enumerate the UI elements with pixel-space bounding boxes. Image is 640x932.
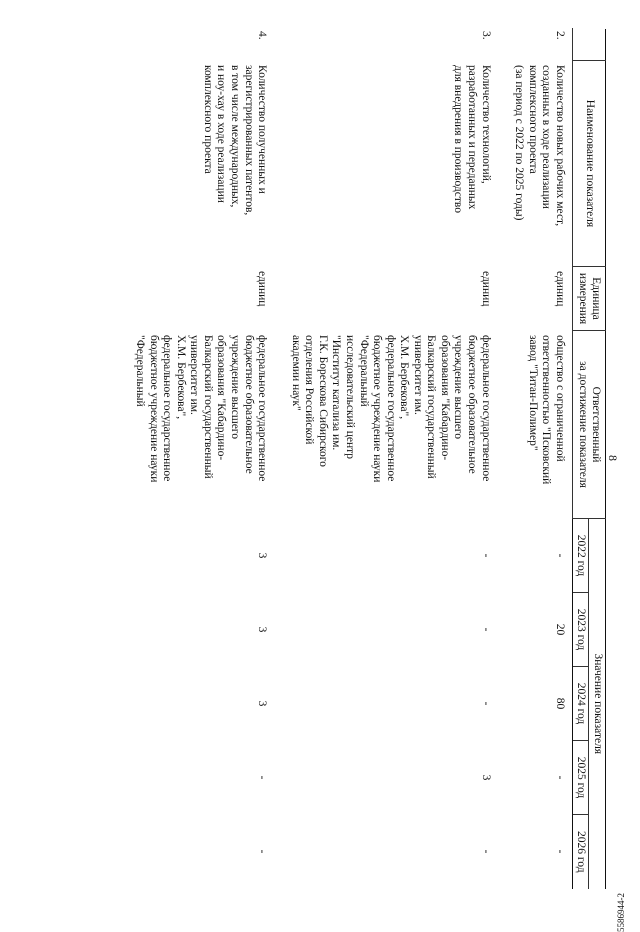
indicator-responsible: федеральное государственное бюджетное образовательное учреждение высшего образования "Кабардино- Балкарский государственный университет им. Х.М. Бербекова", федеральное государственное бюджетное учреждение науки "Федеральный	[134, 335, 269, 483]
document-code: 5586944-2	[616, 893, 626, 932]
indicator-unit: единиц	[479, 271, 492, 307]
value-2024: 80	[553, 697, 566, 710]
header-year-2022: 2022 год	[572, 519, 589, 593]
row-number: 2.	[553, 31, 566, 40]
header-unit: Единица измерения	[572, 267, 605, 331]
value-2025: 3	[479, 774, 492, 781]
value-2024: 3	[256, 700, 269, 707]
value-2026: -	[479, 849, 492, 854]
value-2023: 20	[553, 623, 566, 636]
indicator-name: Количество технологий, разработанных и переданных для внедрения в производство	[452, 65, 492, 213]
value-2022: 3	[256, 552, 269, 559]
page-number: 8	[606, 455, 620, 461]
table-row	[129, 29, 275, 889]
indicator-unit: единиц	[256, 271, 269, 307]
indicator-name: Количество полученных и зарегистрированных патентов, в том числе международных, и ноу-хау в ходе реализации комплексного проекта	[201, 65, 269, 216]
value-2026: -	[553, 849, 566, 854]
row-number: 4.	[256, 31, 269, 40]
header-number	[572, 29, 605, 61]
header-indicator-name: Наименование показателя	[572, 61, 605, 267]
value-2024: -	[479, 701, 492, 706]
indicator-unit: единиц	[553, 271, 566, 307]
indicators-table	[129, 28, 606, 889]
header-year-2025: 2025 год	[572, 741, 589, 815]
rotated-page	[20, 28, 620, 888]
value-2022: -	[479, 553, 492, 558]
header-year-2024: 2024 год	[572, 667, 589, 741]
row-number: 3.	[479, 31, 492, 40]
value-2025: -	[256, 775, 269, 780]
indicator-responsible: общество с ограниченной ответственностью "Псковский завод "Титан-Полимер"	[526, 335, 566, 485]
table-row	[508, 29, 573, 889]
value-2025: -	[553, 775, 566, 780]
value-2026: -	[256, 849, 269, 854]
value-2023: -	[479, 627, 492, 632]
value-2022: -	[553, 553, 566, 558]
header-value-group: Значение показателя	[589, 519, 606, 889]
indicator-responsible: федеральное государственное бюджетное образовательное учреждение высшего образования "Кабардино- Балкарский государственный университет им. Х.М. Бербекова", федеральное государственное бюджетное учреждение науки "Федеральный исследовательский центр "Институт катализа им. Г.К. Борескова Сибирского отделения Российской академии наук"	[289, 335, 492, 483]
table-row	[284, 29, 497, 889]
value-2023: 3	[256, 626, 269, 633]
header-responsible: Ответственный за достижение показателя	[572, 331, 605, 519]
header-year-2026: 2026 год	[572, 815, 589, 889]
header-year-2023: 2023 год	[572, 593, 589, 667]
indicator-name: Количество новых рабочих мест, созданных в ходе реализации комплексного проекта (за период с 2022 по 2025 годы)	[513, 65, 566, 227]
